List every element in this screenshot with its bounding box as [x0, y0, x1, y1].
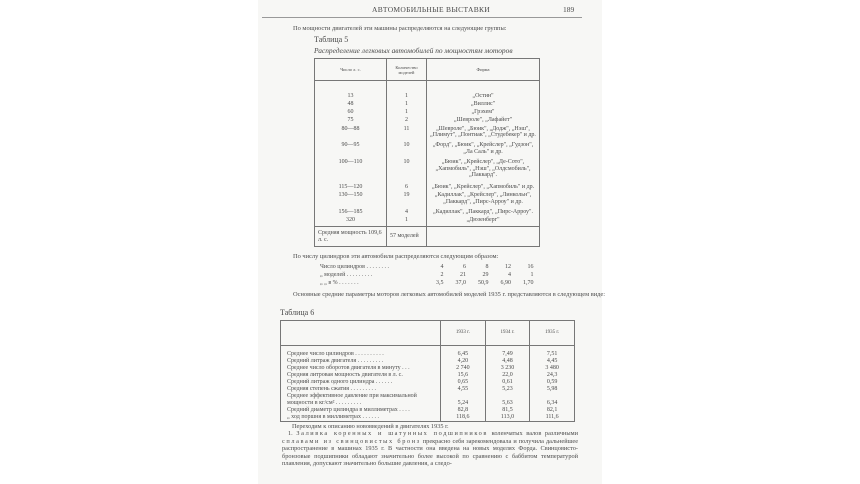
param-label: Средний литраж двигателя . . . . . . . . . [287, 357, 384, 364]
value-cell: 1,70 [523, 279, 534, 286]
value-cell: 2 [440, 271, 444, 278]
table6-label: Таблица 6 [280, 308, 315, 317]
param-label: Средняя литровая мощность двигателя в л. с. [287, 371, 403, 378]
row-label: „ моделей . . . . . . . . . [320, 271, 373, 278]
param-label: Средняя степень сжатия . . . . . . . . . [287, 385, 377, 392]
hp-cell: 115—120 [315, 184, 387, 192]
value-cell: 8 [485, 264, 489, 270]
value-cell: 4 [440, 264, 444, 270]
makes-cell: „Шевроле", „Бюик", „Додж", „Нэш", „Плимут", „Понтиак", „Студебекер" и др. [427, 126, 540, 143]
hp-cell: 13 [315, 93, 387, 101]
table-row [320, 272, 540, 280]
table-row [315, 101, 540, 109]
value-cell: 29 [482, 271, 489, 278]
makes-cell: „Грэхем" [427, 109, 540, 117]
value-cell: 1 [530, 271, 534, 278]
table-row [281, 365, 575, 372]
value-cell: 37,0 [455, 279, 466, 286]
value-cell: 0,61 [485, 379, 530, 386]
col-header-count: Количество моделей [387, 59, 427, 81]
hp-cell: 75 [315, 117, 387, 125]
body-rest: прекрасно себя зарекомендовала и получила дальнейшее распространение в машинах 1935 г. В частности она введена на новых моделях Форда. Свинцовисто-бронзовые подшипники обладают значительно более высокой по сравнению с баббитом температурой плавления, допускают значительно большие давления, а следо- [282, 437, 579, 468]
value-cell: 2 740 [441, 365, 486, 372]
running-header: АВТОМОБИЛЬНЫЕ ВЫСТАВКИ [372, 5, 491, 14]
makes-cell: „Кадиллак", „Паккард", „Пирс-Арроу". [427, 209, 540, 217]
table6 [280, 320, 575, 422]
hp-cell: 80—88 [315, 126, 387, 143]
col-header-param [281, 321, 441, 346]
value-cell: 113,0 [485, 414, 530, 421]
param-label: Средний диаметр цилиндра в миллиметрах . . . . [287, 406, 410, 413]
value-cell: 24,3 [530, 372, 575, 379]
value-cell: 7,51 [530, 351, 575, 358]
value-cell: 5,98 [530, 386, 575, 393]
value-cell: 6,45 [441, 351, 486, 358]
item-number: 1. [288, 430, 297, 438]
hp-cell: 48 [315, 101, 387, 109]
para2-line: Основные средние параметры моторов легковых автомобилей моделей 1935 г. представляются в следующем виде: [293, 291, 606, 298]
table-row [281, 351, 575, 358]
value-cell: 4,48 [485, 358, 530, 365]
makes-cell: „Виллис" [427, 101, 540, 109]
param-label: Средний литраж одного цилиндра . . . . . . [287, 378, 393, 385]
table5-caption: Распределение легковых автомобилей по мощностям моторов [314, 46, 513, 55]
value-cell: 6 [463, 264, 466, 270]
hp-cell: 156—185 [315, 209, 387, 217]
table-row [315, 93, 540, 101]
value-cell: 0,59 [530, 379, 575, 386]
value-cell: 6,90 [500, 279, 511, 286]
makes-cell: „Бюик", „Крейслер", „Хапмобиль" и др. [427, 184, 540, 192]
table-row [281, 386, 575, 393]
emphasis-b: сплавами из свинцовистых бронз [282, 437, 421, 445]
value-cell: 111,6 [530, 414, 575, 421]
table-row [315, 159, 540, 184]
makes-cell: „Остин" [427, 93, 540, 101]
table-row [281, 414, 575, 421]
table-row [315, 209, 540, 217]
makes-cell: „Бюик", „Крейслер", „Де-Сото", „Хапмобиль", „Нэш", „Олдсмобиль", „Паккард". [427, 159, 540, 184]
value-cell: 3 230 [485, 365, 530, 372]
value-cell: 4,20 [441, 358, 486, 365]
body-line1: Переходим к описанию нововведений в двигателях 1935 г. [292, 423, 449, 430]
table5-label: Таблица 5 [314, 35, 349, 44]
value-cell: 3,5 [436, 279, 444, 286]
col-header-makes: Фирма [427, 59, 540, 81]
table-row [315, 192, 540, 209]
row-label: Число цилиндров . . . . . . . . [320, 264, 389, 270]
table-row [315, 126, 540, 143]
param-label: Среднее эффективное давление при максимальной мощности в кг/см² . . . . . . . . . [287, 392, 417, 406]
count-cell: 10 [387, 142, 427, 159]
value-cell: 5,63 [485, 393, 530, 407]
count-cell: 2 [387, 117, 427, 125]
makes-cell: „Форд", „Бюик", „Крейслер", „Гудзон", „Ла Саль" и др. [427, 142, 540, 159]
value-cell: 4,55 [441, 386, 486, 393]
col-header-1934: 1934 г. [485, 321, 530, 346]
count-cell: 10 [387, 159, 427, 184]
value-cell: 4,45 [530, 358, 575, 365]
intro-text: По мощности двигателей эти машины распределяются на следующие группы: [293, 25, 507, 32]
value-cell: 82,1 [530, 407, 575, 414]
value-cell: 5,23 [485, 386, 530, 393]
count-cell: 6 [387, 184, 427, 192]
body-text [282, 423, 578, 467]
emphasis-a: Заливка коренных и шатунных подшипников [296, 430, 488, 438]
value-cell: 21 [460, 271, 466, 278]
count-cell: 1 [387, 109, 427, 117]
table-row [281, 372, 575, 379]
value-cell: 5,24 [441, 393, 486, 407]
param-label: Среднее число оборотов двигателя в минуту . . . [287, 364, 410, 371]
table-row [315, 217, 540, 225]
value-cell: 0,65 [441, 379, 486, 386]
page-number: 189 [563, 5, 575, 14]
col-header-1935: 1935 г. [530, 321, 575, 346]
count-cell: 1 [387, 101, 427, 109]
count-cell: 4 [387, 209, 427, 217]
value-cell: 6,34 [530, 393, 575, 407]
count-cell: 1 [387, 217, 427, 225]
makes-cell: „Дюзенберг" [427, 217, 540, 225]
hp-cell: 320 [315, 217, 387, 225]
value-cell: 118,6 [441, 414, 486, 421]
body-mid: коленчатых валов различными [488, 430, 578, 438]
table-row [281, 379, 575, 386]
table-row [315, 117, 540, 125]
makes-cell: „Кадиллак", „Крейслер", „Линкольн", „Паккард", „Пирс-Арроу" и др. [427, 192, 540, 209]
hp-cell: 60 [315, 109, 387, 117]
value-cell: 3 480 [530, 365, 575, 372]
makes-cell: „Шевроле", „Лафайет" [427, 117, 540, 125]
hp-cell: 90—95 [315, 142, 387, 159]
cylinders-intro: По числу цилиндров эти автомобили распределяются следующим образом: [293, 253, 499, 260]
table-row [320, 280, 540, 288]
value-cell: 82,8 [441, 407, 486, 414]
table-row [320, 264, 540, 272]
value-cell: 7,49 [485, 351, 530, 358]
value-cell: 81,5 [485, 407, 530, 414]
value-cell: 22,0 [485, 372, 530, 379]
header-rule [262, 17, 582, 18]
count-cell: 1 [387, 93, 427, 101]
total-average: Средняя мощность 109,6 л. с. [315, 227, 387, 247]
col-header-1933: 1933 г. [441, 321, 486, 346]
hp-cell: 100—110 [315, 159, 387, 184]
col-header-hp: Число л. с. [315, 59, 387, 81]
cylinders-table [320, 264, 540, 287]
value-cell: 15,6 [441, 372, 486, 379]
table-row [281, 407, 575, 414]
value-cell: 16 [527, 264, 534, 270]
value-cell: 12 [505, 264, 511, 270]
param-label: Среднее число цилиндров . . . . . . . . . . [287, 350, 384, 357]
value-cell: 4 [508, 271, 511, 278]
table-row [281, 358, 575, 365]
body-paragraph [282, 430, 578, 467]
param-label: „ ход поршня в миллиметрах . . . . . . [287, 413, 379, 420]
value-cell: 50,9 [478, 279, 489, 286]
table-row [315, 142, 540, 159]
table-row [281, 393, 575, 407]
hp-cell: 130—150 [315, 192, 387, 209]
total-count: 57 моделей [387, 227, 427, 247]
table5 [314, 58, 540, 247]
row-label: „ „ в % . . . . . . . [320, 279, 359, 286]
count-cell: 11 [387, 126, 427, 143]
count-cell: 19 [387, 192, 427, 209]
